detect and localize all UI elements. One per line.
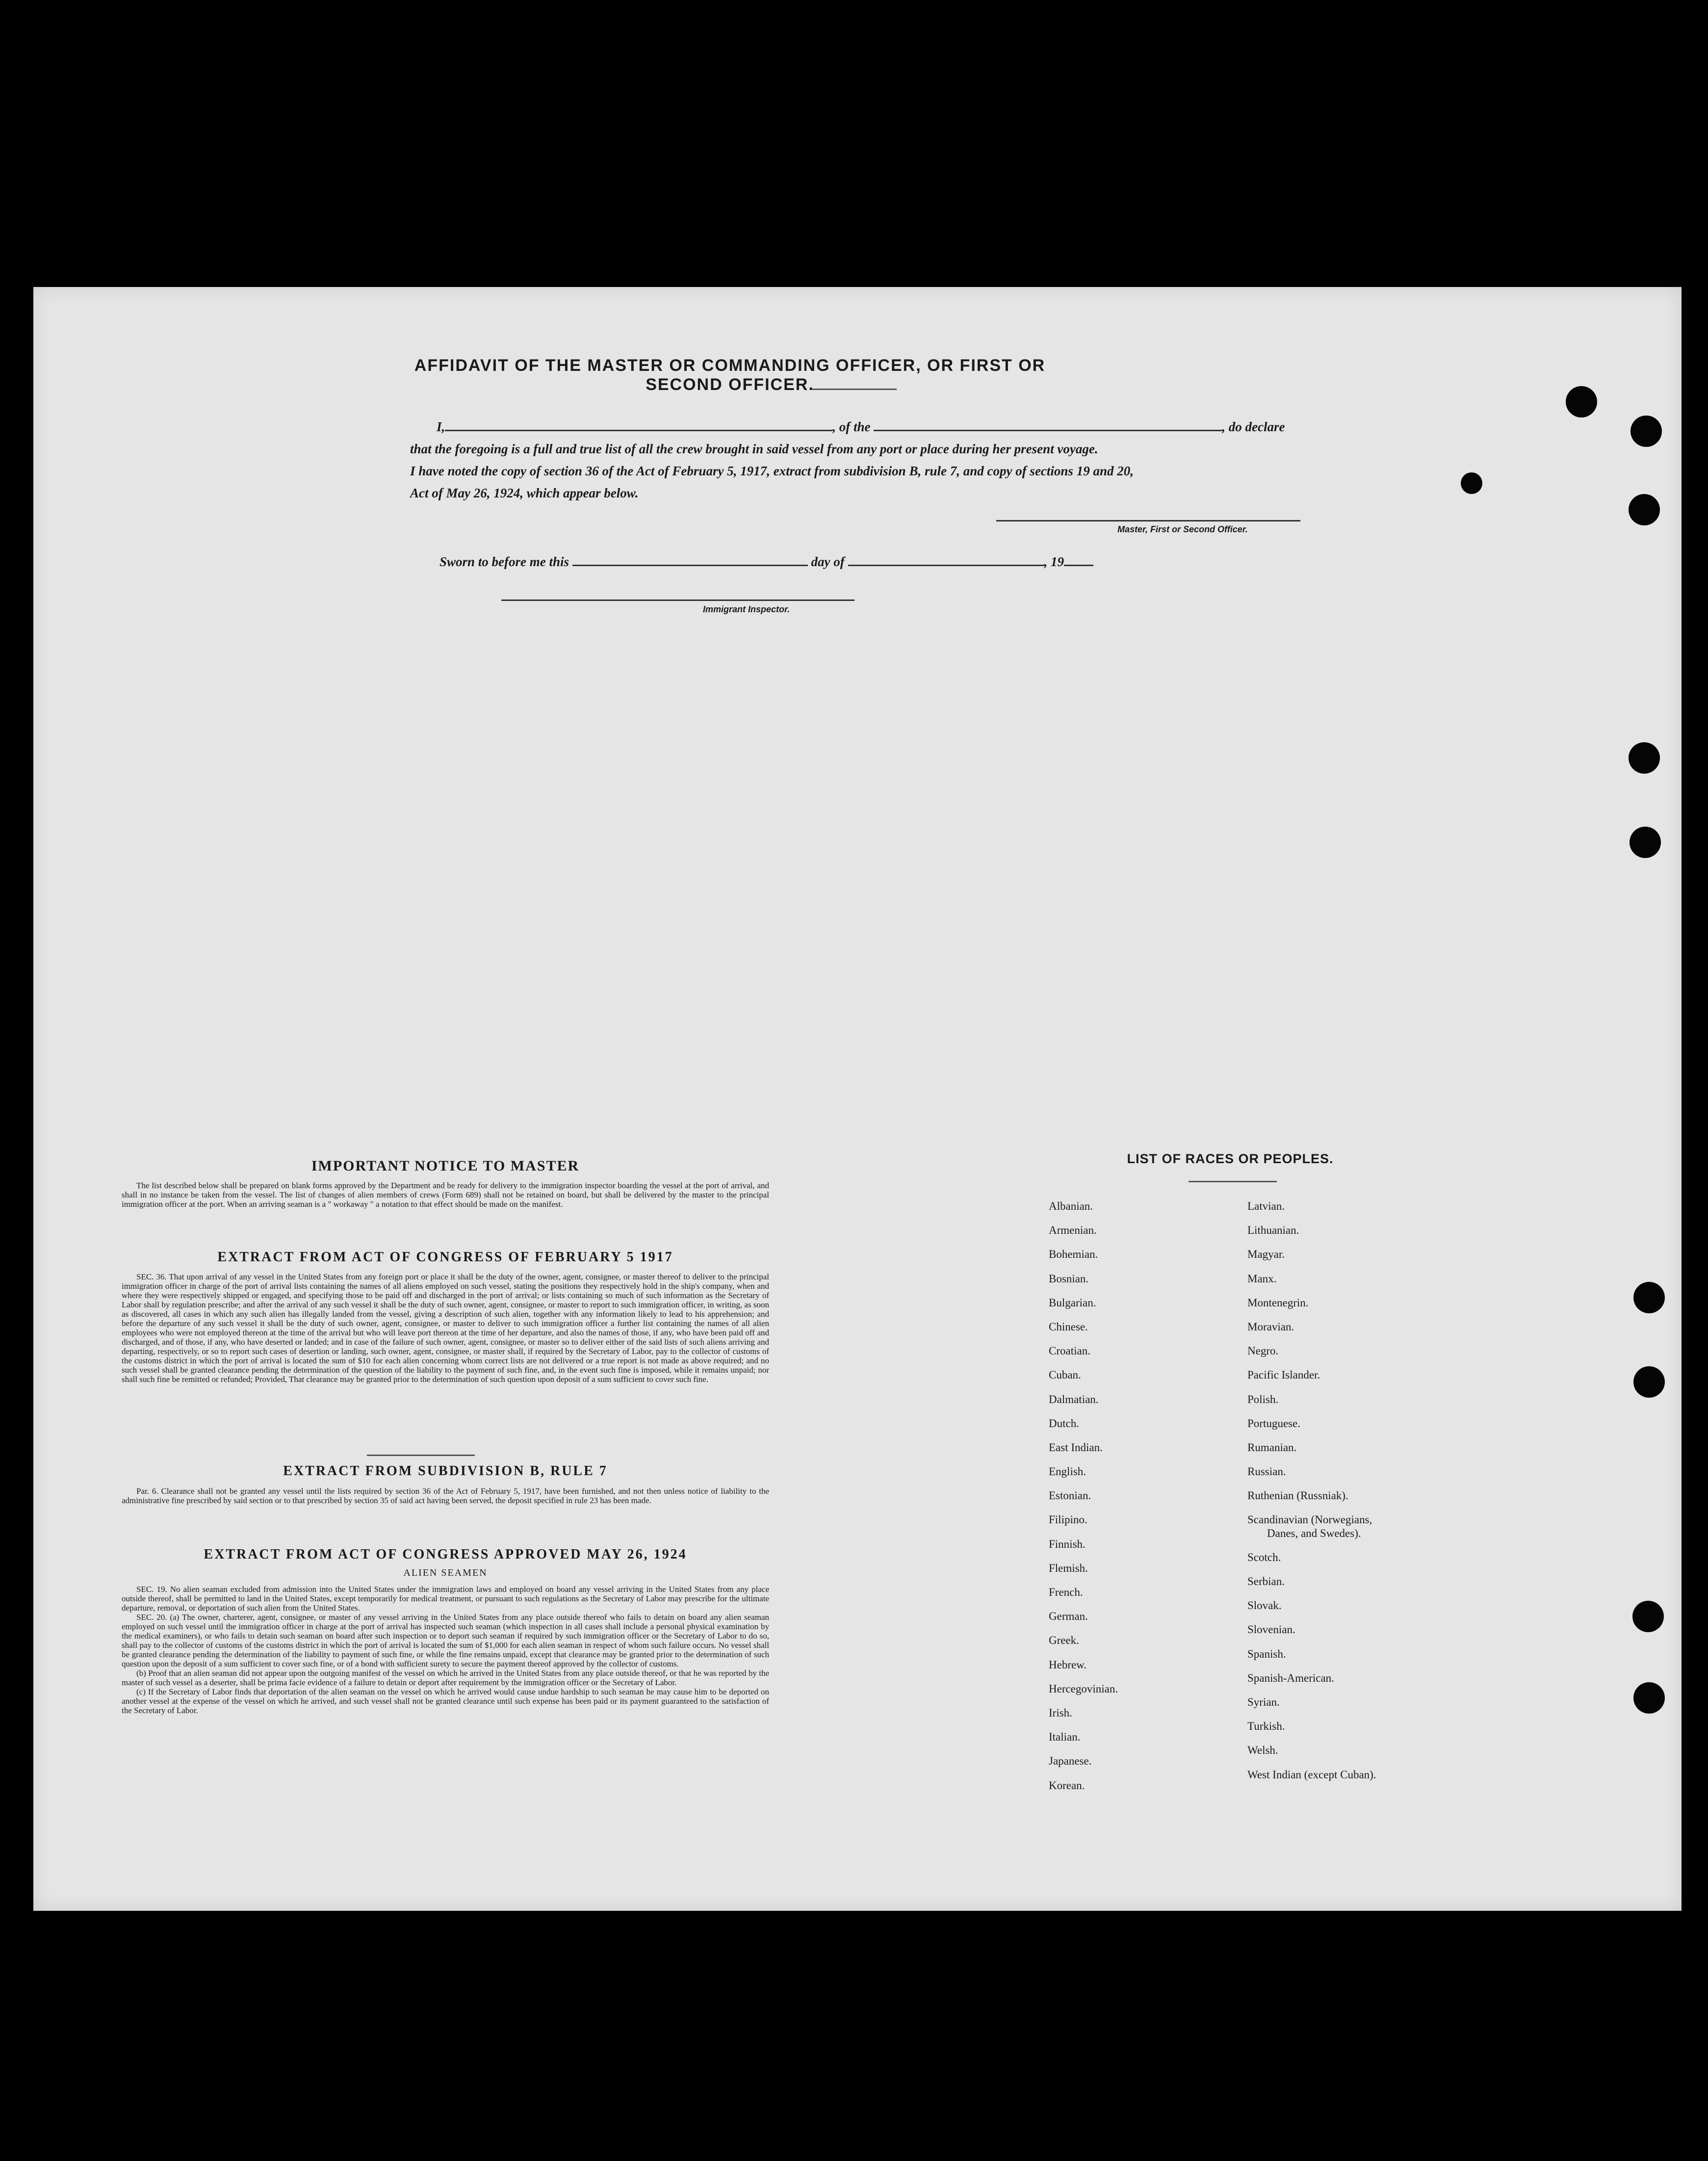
race-entry: French. [1049,1586,1083,1598]
declaration-text-2: that the foregoing is a full and true list of all the crew brought in said vessel from any port or place during her present voyage. [410,442,1098,456]
race-entry: Estonian. [1049,1489,1091,1502]
race-entry: West Indian (except Cuban). [1247,1768,1376,1781]
punch-hole [1630,827,1661,858]
race-entry: Latvian. [1247,1200,1285,1212]
race-entry: Welsh. [1247,1744,1278,1757]
races-title: LIST OF RACES OR PEOPLES. [1127,1151,1334,1166]
race-entry: Spanish-American. [1247,1671,1334,1684]
notice-paragraph: The list described below shall be prepared on blank forms approved by the Department and be ready for delivery to the immigration inspector boarding the vessel at the port of arrival, and shall in no instance be taken from the vessel. The list of changes of alien members of crews (Form 689) shall not be retained on board, but shall be delivered by the master to the principal immigration officer at the port. When an arriving seaman is a " workaway " a notation to that effect should be made on the manifest. [122,1181,769,1209]
race-entry: Bosnian. [1049,1272,1089,1285]
punch-hole [1566,386,1597,417]
declare-of-the: , of the [832,419,871,434]
race-entry: Albanian. [1049,1200,1093,1212]
section-20c-paragraph: (c) If the Secretary of Labor finds that deportation of the alien seaman on the vessel on which he arrived would cause undue hardship to such seaman he may cause him to be deported on another vessel at the expense of the vessel on which he arrived, and such vessel shall not be granted clearance until such expense has been paid or its payment guaranteed to the satisfaction of the Secretary of Labor. [122,1687,769,1715]
title-divider [812,389,897,390]
races-left-column [1049,1200,1118,1803]
punch-hole [1461,472,1482,494]
race-entry: Flemish. [1049,1562,1088,1574]
race-entry: Japanese. [1049,1755,1092,1768]
declaration-text-4: Act of May 26, 1924, which appear below. [410,486,639,500]
race-entry: Irish. [1049,1706,1072,1719]
race-entry: Pacific Islander. [1247,1369,1320,1381]
declaration-text-3: I have noted the copy of section 36 of the Act of February 5, 1917, extract from subdivision B, rule 7, and copy of sections 19 and 20, [410,464,1134,478]
race-entry: Finnish. [1049,1537,1086,1550]
race-entry: Spanish. [1247,1647,1286,1660]
race-entry: Korean. [1049,1779,1085,1792]
section-20b-paragraph: (b) Proof that an alien seaman did not appear upon the outgoing manifest of the vessel on which he arrived in the United States from any place outside thereof, or that he was reported by the master of such vessel as a deserter, shall be prima facie evidence of a failure to detain or deport after requirement by the immigration officer or the Secretary of Labor. [122,1668,769,1687]
race-entry: Armenian. [1049,1224,1097,1237]
rule-7-paragraph: Par. 6. Clearance shall not be granted any vessel until the lists required by section 36 of the Act of February 5, 1917, have been furnished, and not then unless notice of liability to the administrative fine prescribed by said section or to that prescribed by section 35 of said act having been served, the deposit specified in rule 23 has been made. [122,1486,769,1505]
rule-7-text [122,1486,769,1505]
punch-hole [1630,416,1662,447]
race-entry: Filipino. [1049,1513,1087,1526]
race-entry: Portuguese. [1247,1417,1300,1430]
race-entry: Italian. [1049,1731,1081,1744]
race-entry: Scandinavian (Norwegians, [1247,1513,1372,1526]
extract-1917-title: EXTRACT FROM ACT OF CONGRESS OF FEBRUARY 5 1917 [217,1250,673,1265]
divider [367,1455,475,1456]
punch-hole [1632,1601,1664,1632]
race-entry: Slovenian. [1247,1623,1295,1636]
section-36-paragraph: SEC. 36. That upon arrival of any vessel in the United States from any foreign port or place it shall be the duty of the owner, agent, consignee, or master thereof to deliver to the principal immigration officer in charge of the port of arrival lists containing the names of all aliens employed on such vessel, stating the positions they respectively hold in the ship's company, when and where they were respectively shipped or engaged, and specifying those to be paid off and discharged in the port of arrival; or lists containing so much of such information as the Secretary of Labor shall by regulation prescribe; and after the arrival of any such vessel it shall be the duty of such owner, agent, consignee, or master to report to such immigration officer, in writing, as soon as discovered, all cases in which any such alien has illegally landed from the vessel, giving a description of such alien, together with any information likely to lead to his apprehension; and before the departure of any such vessel it shall be the duty of such owner, agent, consignee, or master to deliver to such immigration officer a further list containing the names of all alien employees who were not employed thereon at the time of the arrival but who will leave port thereon at the time of her departure, and also the names of those, if any, who have been paid off and discharged, and of those, if any, who have deserted or landed; and in case of the failure of such owner, agent, consignee, or master so to deliver either of the said lists of such aliens arriving and departing, respectively, or so to report such cases of desertion or landing, such owner, agent, consignee, or master shall, if required by the Secretary of Labor, pay to the collector of customs of the customs district in which the port of arrival is located the sum of $10 for each alien concerning whom correct lists are not delivered or a true report is not made as above required; and no such vessel shall be granted clearance pending the determination of the question of the liability to the payment of such fine, and, in the event such fine is imposed, while it remains unpaid; nor shall such fine be remitted or refunded; Provided, That clearance may be granted prior to the determination of such question upon deposit of a sum sufficient to cover such fine. [122,1272,769,1384]
races-right-column [1247,1200,1376,1793]
sworn-line [440,550,1093,573]
race-entry: Turkish. [1247,1720,1285,1733]
extract-1924-title: EXTRACT FROM ACT OF CONGRESS APPROVED MAY 26, 1924 [204,1547,687,1562]
race-entry: Ruthenian (Russniak). [1247,1489,1348,1502]
sworn-month-field[interactable] [848,553,1044,566]
race-entry: Hercegovinian. [1049,1682,1118,1695]
race-entry: Croatian. [1049,1345,1090,1357]
extract-1917-text [122,1272,769,1384]
punch-hole [1633,1682,1665,1714]
manifest-sheet [33,287,1682,1911]
race-entry: Chinese. [1049,1320,1088,1333]
alien-seamen-subtitle: ALIEN SEAMEN [403,1567,488,1578]
race-entry: Cuban. [1049,1369,1081,1381]
punch-hole [1629,494,1660,525]
race-entry: Greek. [1049,1634,1079,1647]
race-entry: Montenegrin. [1247,1296,1309,1309]
section-19-paragraph: SEC. 19. No alien seaman excluded from admission into the United States under the immigration laws and employed on board any vessel arriving in the United States from any place outside thereof, shall be permitted to land in the United States, except temporarily for medical treatment, or pursuant to such regulations as the Secretary of Labor may prescribe for the ultimate departure, removal, or deportation of such alien from the United States. [122,1585,769,1613]
extract-1924-text [122,1585,769,1715]
declare-prefix: I, [437,419,445,434]
punch-hole [1633,1282,1665,1313]
race-entry: Manx. [1247,1272,1277,1285]
race-entry: Danes, and Swedes). [1267,1527,1361,1539]
notice-title: IMPORTANT NOTICE TO MASTER [311,1158,580,1174]
sworn-year-prefix: , 19 [1044,554,1064,569]
race-entry: Bulgarian. [1049,1296,1096,1309]
race-entry: Moravian. [1247,1320,1294,1333]
race-entry: East Indian. [1049,1441,1103,1454]
name-field[interactable] [445,418,832,431]
sworn-day-field[interactable] [572,553,808,566]
race-entry: Bohemian. [1049,1248,1098,1261]
race-entry: Slovak. [1247,1599,1282,1612]
race-entry: English. [1049,1465,1087,1478]
declaration-line [437,416,1334,438]
race-entry: Negro. [1247,1345,1279,1357]
race-entry: Scotch. [1247,1551,1281,1563]
punch-hole [1633,1366,1665,1398]
notice-text [122,1181,769,1209]
race-entry: Serbian. [1247,1575,1285,1588]
race-entry: Magyar. [1247,1248,1285,1261]
race-entry: Rumanian. [1247,1441,1297,1454]
inspector-signature-line[interactable] [501,599,854,601]
race-entry: Lithuanian. [1247,1224,1299,1237]
rule-7-title: EXTRACT FROM SUBDIVISION B, RULE 7 [283,1463,608,1479]
sworn-prefix: Sworn to before me this [440,554,569,569]
race-entry: Russian. [1247,1465,1286,1478]
race-entry: Polish. [1247,1393,1279,1406]
affidavit-title: AFFIDAVIT OF THE MASTER OR COMMANDING OFFICER, OR FIRST OR SECOND OFFICER. [414,356,1046,394]
race-entry: Dutch. [1049,1417,1079,1430]
sworn-year-field[interactable] [1064,553,1093,566]
race-entry: Dalmatian. [1049,1393,1099,1406]
master-signature-caption: Master, First or Second Officer. [1117,524,1248,534]
declare-suffix: , do declare [1222,419,1285,434]
inspector-caption: Immigrant Inspector. [703,604,790,614]
section-20a-paragraph: SEC. 20. (a) The owner, charterer, agent, consignee, or master of any vessel arriving in the United States from any place outside thereof who fails to detain on board any alien seaman employed on such vessel until the immigration officer in charge at the port of arrival has inspected such seaman (which inspection in all cases shall include a personal physical examination by the medical examiners), or who fails to detain such seaman on board after such inspection or to deport such seaman if required by such immigration officer or the Secretary of Labor to do so, shall pay to the collector of customs of the customs district in which the port of arrival is located the sum of $1,000 for each alien seaman in respect of whom such failure occurs. No vessel shall be granted clearance pending the determination of the liability to payment of such fine, or while the fine remains unpaid, except that clearance may be granted prior to the determination of such question upon the deposit of a sum sufficient to cover such fine, or of a bond with sufficient surety to secure the payment thereof approved by the collector of customs. [122,1613,769,1668]
race-entry: German. [1049,1610,1088,1623]
punch-hole [1629,742,1660,774]
sworn-day-of: day of [811,554,845,569]
vessel-field[interactable] [874,418,1222,431]
race-entry: Hebrew. [1049,1658,1087,1671]
master-signature-line[interactable] [996,520,1300,521]
race-entry: Syrian. [1247,1695,1280,1708]
races-divider [1189,1181,1277,1182]
